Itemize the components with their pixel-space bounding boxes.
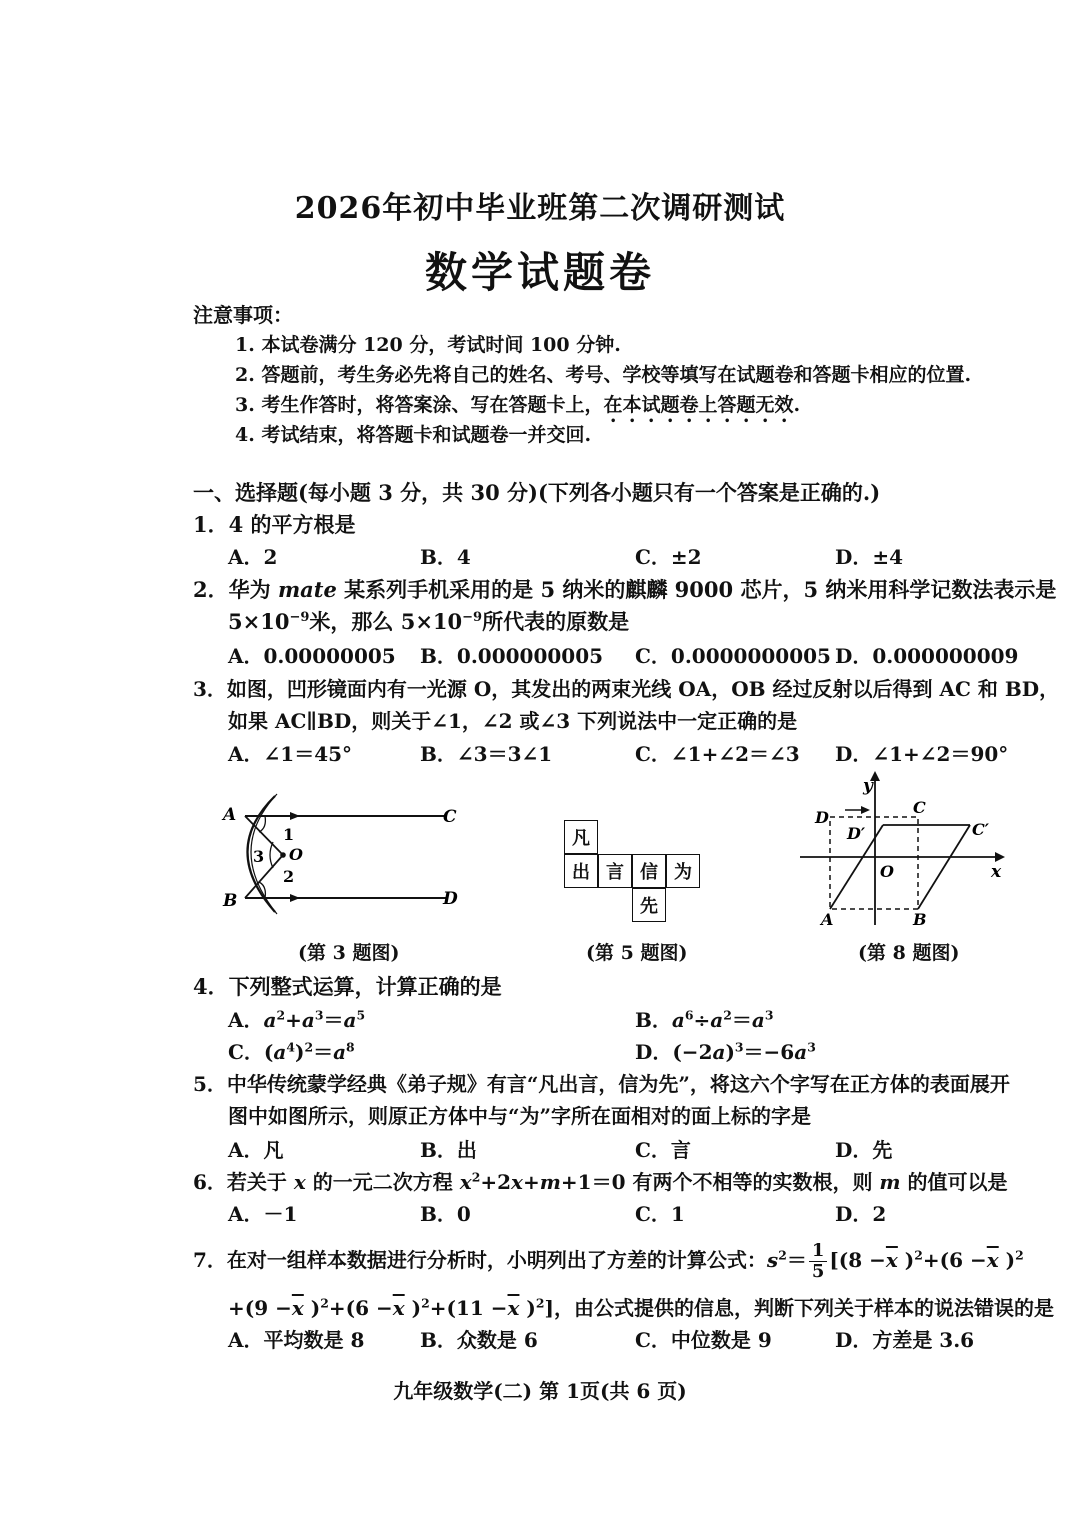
q7-option-c: C．中位数是 9: [635, 1328, 772, 1352]
net-cell: 言: [598, 854, 632, 888]
question-1-stem: 1．4 的平方根是: [193, 512, 356, 537]
figure-3-caption: (第 3 题图): [298, 942, 400, 964]
net-cell: 凡: [564, 820, 598, 854]
q2-option-a: A．0.00000005: [228, 644, 396, 668]
note-item-3-end: .: [793, 394, 801, 416]
question-6-stem: 6．若关于 x 的一元二次方程 $x^2+2x+m+1=0$ 有两个不相等的实数根，则 m 的值可以是: [193, 1169, 1008, 1194]
q6-text: ＝0 有两个不相等的实数根，则: [591, 1170, 880, 1194]
question-2-stem: [193, 574, 1056, 604]
q3-option-b: B．∠3＝3∠1: [420, 742, 553, 766]
q2-exponent: −9: [462, 610, 483, 625]
q1-option-b: B．4: [420, 545, 471, 569]
q2-text: 2．华为: [193, 577, 278, 602]
q2-text: 米，那么 5×10: [309, 609, 463, 634]
option-letter: C．: [228, 1040, 264, 1064]
q3-option-d: D．∠1+∠2＝90°: [835, 742, 1009, 766]
q6-text: 的值可以是: [900, 1170, 1008, 1194]
q1-option-d: D．±4: [835, 545, 904, 569]
figure-5-cube-net: [564, 820, 704, 924]
q4-option-d: D．$(-2a)^3=-6a^3$: [635, 1039, 816, 1064]
q7-option-d: D．方差是 3.6: [835, 1328, 975, 1352]
figure-3-mirror-diagram: [215, 790, 475, 920]
label-o: O: [289, 845, 303, 864]
rect-abcd: [830, 817, 918, 909]
option-letter: B．: [635, 1008, 672, 1032]
question-5-stem: 5．中华传统蒙学经典《弟子规》有言“凡出言，信为先”，将这六个字写在正方体的表面展开: [193, 1072, 1010, 1096]
net-cell: 先: [632, 888, 666, 922]
label-y: y: [863, 776, 873, 796]
net-cell: 出: [564, 854, 598, 888]
exam-subtitle: 数学试题卷: [424, 248, 655, 297]
note-item: 1. 本试卷满分 120 分，考试时间 100 分钟.: [235, 334, 621, 356]
label-origin: O: [880, 862, 894, 881]
option-letter: A．: [228, 1008, 264, 1032]
q7-option-a: A．平均数是 8: [228, 1328, 365, 1352]
fraction-numerator: 1: [809, 1241, 828, 1262]
fraction-denominator: 5: [811, 1261, 825, 1282]
note-item: 4. 考试结束，将答题卡和试题卷一并交回.: [235, 424, 592, 446]
net-cell: 为: [666, 854, 700, 888]
label-c-prime: C′: [972, 820, 989, 839]
label-d: D: [815, 808, 829, 827]
q6-option-b: B．0: [420, 1202, 471, 1226]
q1-option-c: C．±2: [635, 545, 702, 569]
q2-option-c: C．0.0000000005: [635, 644, 831, 668]
segment-bc-prime: [918, 825, 970, 909]
notes-heading: 注意事项：: [193, 303, 293, 327]
angle-2-label: 2: [283, 867, 295, 886]
figure-5-caption: (第 5 题图): [586, 942, 688, 964]
q1-option-a: A．2: [228, 545, 278, 569]
note-emphasis: 在本试题卷上答题无效: [603, 394, 794, 416]
q7-option-b: B．众数是 6: [420, 1328, 538, 1352]
q4-option-a: A．$a^2+a^3=a^5$: [228, 1007, 366, 1032]
label-a: A: [223, 805, 237, 825]
question-3-stem: 3．如图，凹形镜面内有一光源 O，其发出的两束光线 OA，OB 经过反射以后得到 AC 和 BD，: [193, 677, 1060, 701]
figure-8-caption: (第 8 题图): [858, 942, 960, 964]
q3-option-c: C．∠1+∠2＝∠3: [635, 742, 800, 766]
question-7-stem: 7．在对一组样本数据进行分析时，小明列出了方差的计算公式：$s^2=$ $\frac{1}{5}$ [($8 -\overline{x}$ )$^2+(6 -\overline{x}$ )$^2$: [193, 1240, 1024, 1282]
option-letter: D．: [635, 1040, 673, 1064]
label-x: x: [991, 862, 1002, 882]
angle-1-label: 1: [283, 825, 295, 844]
label-b: B: [223, 891, 238, 911]
question-5-line2: 图中如图所示，则原正方体中与“为”字所在面相对的面上标的字是: [228, 1104, 812, 1128]
question-3-line2: 如果 AC∥BD，则关于∠1，∠2 或∠3 下列说法中一定正确的是: [228, 709, 798, 733]
q2-option-b: B．0.000000005: [420, 644, 604, 668]
angle-3-label: 3: [253, 847, 265, 866]
section-heading: 一、选择题(每小题 3 分，共 30 分)(下列各小题只有一个答案是正确的.): [193, 480, 881, 505]
q2-text: 所代表的原数是: [482, 609, 630, 634]
q2-option-d: D．0.000000009: [835, 644, 1019, 668]
q2-exponent: −9: [289, 610, 310, 625]
q4-option-c: C．$(a^4)^2=a^8$: [228, 1039, 355, 1064]
q6-option-d: D．2: [835, 1202, 887, 1226]
q2-text: 5×10: [228, 609, 290, 634]
q7-text: ，由公式提供的信息，判断下列关于样本的说法错误的是: [553, 1296, 1054, 1320]
label-c: C: [443, 807, 457, 827]
question-4-stem: 4．下列整式运算，计算正确的是: [193, 974, 502, 999]
q6-option-a: A．－1: [228, 1202, 298, 1226]
q5-option-a: A．凡: [228, 1138, 284, 1162]
point-o: [280, 852, 286, 858]
label-b: B: [913, 910, 927, 929]
q6-text: 6．若关于: [193, 1170, 294, 1194]
figure-8-coordinate-diagram: [795, 765, 1010, 930]
question-2-line2: [228, 606, 629, 636]
note-item: 2. 答题前，考生务必先将自己的姓名、考号、学校等填写在试题卷和答题卡相应的位置.: [235, 364, 972, 386]
question-7-line2: $+(9 -\overline{x}$ )$^2+(6 -\overline{x}$ )$^2+(11 -\overline{x}$ )$^2$]，由公式提供的信息，判断下列关于样本的说法错误的是: [228, 1295, 1054, 1320]
page-footer: 九年级数学(二) 第 1页(共 6 页): [393, 1379, 687, 1403]
q4-option-b: B．$a^6\div a^2=a^3$: [635, 1007, 774, 1032]
q6-text: 的一元二次方程: [305, 1170, 460, 1194]
label-c: C: [913, 798, 926, 817]
fraction-one-fifth: [809, 1241, 828, 1282]
exam-title: 2026年初中毕业班第二次调研测试: [294, 191, 786, 226]
q3-option-a: A．∠1＝45°: [228, 742, 353, 766]
note-item-3-text: 3. 考生作答时，将答案涂、写在答题卡上，: [235, 394, 604, 416]
net-cell: 信: [632, 854, 666, 888]
q7-text: 7．在对一组样本数据进行分析时，小明列出了方差的计算公式：: [193, 1248, 767, 1272]
q2-mate: mate: [277, 577, 337, 602]
q2-text: 某系列手机采用的是 5 纳米的麒麟 9000 芯片，5 纳米用科学记数法表示是: [336, 577, 1057, 602]
q6-option-c: C．1: [635, 1202, 685, 1226]
label-d-prime: D′: [847, 824, 866, 843]
q5-option-d: D．先: [835, 1138, 893, 1162]
label-a: A: [821, 910, 834, 929]
q5-option-c: C．言: [635, 1138, 691, 1162]
q5-option-b: B．出: [420, 1138, 477, 1162]
label-d: D: [443, 889, 458, 909]
